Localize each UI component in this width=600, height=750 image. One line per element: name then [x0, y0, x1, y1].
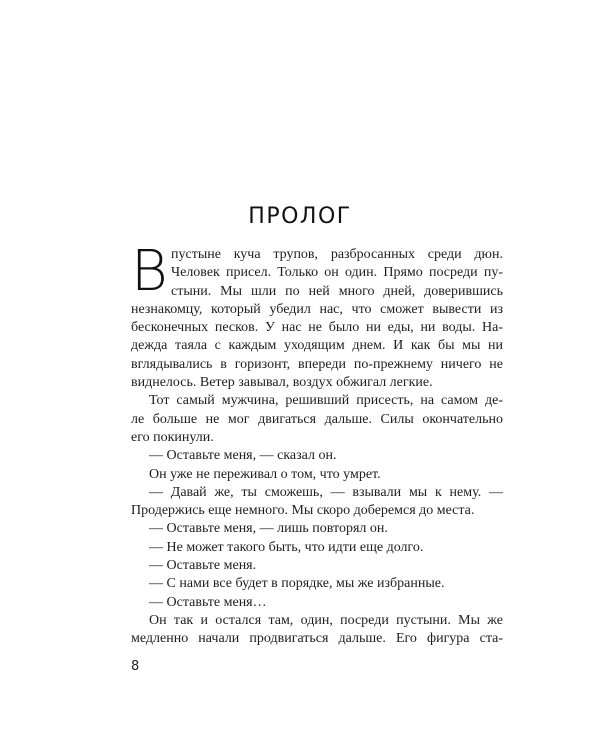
text-line: вглядывались в горизонт, впереди по-прежнему ничего не: [131, 356, 503, 372]
text-line: незнакомцу, который убедил нас, что сможет вывести из: [131, 301, 503, 317]
dialogue-line: — Оставьте меня, — сказал он.: [149, 448, 337, 464]
text-line: Тот самый мужчина, решивший присесть, на самом де-: [149, 393, 503, 409]
text-line: пустыне куча трупов, разбросанных среди дюн.: [171, 247, 503, 262]
paragraph-1: [131, 239, 503, 304]
chapter-title: ПРОЛОГ: [248, 204, 352, 229]
text-line: Он уже не переживал о том, что умрет.: [149, 466, 381, 482]
dialogue-line: Продержись еще немного. Мы скоро доберемся до места.: [131, 503, 475, 519]
text-line: виднелось. Ветер завывал, воздух обжигал легкие.: [131, 375, 433, 391]
dialogue-line: — Оставьте меня.: [149, 558, 257, 574]
dialogue-line: — Оставьте меня, — лишь повторял он.: [149, 521, 388, 537]
dialogue-line: — Давай же, ты сможешь, — взывали мы к нему. —: [149, 484, 503, 500]
text-line: Он так и остался там, один, посреди пустыни. Мы же: [149, 612, 503, 628]
text-line: ле больше не мог двигаться дальше. Силы окончательно: [131, 411, 503, 427]
text-line: Человек присел. Только он один. Прямо посреди пу-: [171, 265, 503, 281]
dialogue-line: — Оставьте меня…: [149, 594, 267, 610]
page-number: 8: [131, 659, 140, 674]
text-line: стыни. Мы шли по ней много дней, доверившись: [171, 283, 503, 299]
body-text: [131, 239, 503, 649]
dialogue-line: — С нами все будет в порядке, мы же избранные.: [149, 576, 445, 592]
text-line: дежда таяла с каждым уходящим днем. И как бы мы ни: [131, 338, 503, 354]
drop-cap: В: [131, 239, 168, 304]
text-line: бесконечных песков. У нас не было ни еды, ни воды. На-: [131, 320, 503, 336]
text-line: медленно начали продвигаться дальше. Его фигура ста-: [131, 631, 503, 647]
dialogue-line: — Не может такого быть, что идти еще долго.: [149, 539, 424, 555]
text-line: его покинули.: [131, 429, 214, 445]
